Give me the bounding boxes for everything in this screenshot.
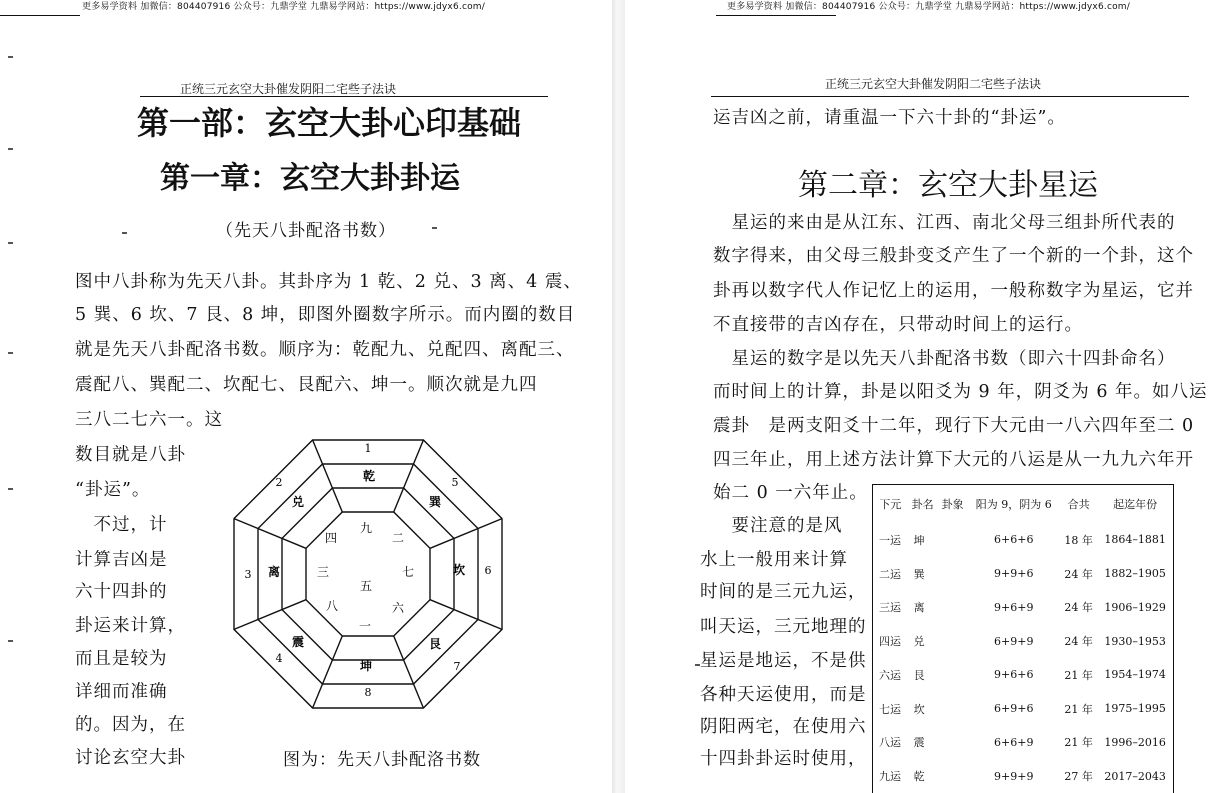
table-cell: 八运 — [879, 736, 901, 750]
header-rule — [711, 96, 1189, 97]
table-cell — [938, 624, 968, 658]
table-cell: 四运 — [879, 635, 901, 649]
outer-number: 8 — [364, 686, 372, 699]
table-header: 阳为 9，阴为 6 — [975, 498, 1052, 511]
side-line: 讨论玄空大卦 — [75, 748, 186, 768]
trigram-label: 艮 — [428, 637, 442, 651]
table-cell: 27 年 — [1064, 770, 1093, 784]
table-cell — [938, 759, 968, 793]
trigram-label: 坎 — [452, 563, 466, 577]
table-cell: 6+6+6 — [994, 533, 1034, 547]
table-cell: 七运 — [879, 702, 901, 716]
trigram-label: 离 — [267, 565, 281, 579]
table-cell: 一运 — [879, 533, 901, 547]
side-line: “卦运”。 — [75, 480, 151, 500]
table-cell — [938, 523, 968, 557]
body-line: 运吉凶之前，请重温一下六十卦的“卦运”。 — [713, 108, 1066, 128]
body-line: 图中八卦称为先天八卦。其卦序为 1 乾、2 兑、3 离、4 震、 — [75, 272, 582, 292]
trigram-label: 兑 — [291, 495, 305, 509]
top-rule — [716, 15, 836, 16]
body-line: 不直接带的吉凶存在，只带动时间上的运行。 — [713, 315, 1083, 335]
table-row — [873, 658, 1174, 692]
table-cell — [938, 692, 968, 726]
table-cell: 24 年 — [1064, 601, 1093, 615]
side-line: 的。因为，在 — [75, 715, 186, 735]
table-cell: 离 — [913, 601, 925, 615]
trigram-label: 乾 — [362, 469, 376, 483]
luoshu-number: 三 — [316, 565, 330, 579]
table-cell: 21 年 — [1064, 702, 1093, 716]
luoshu-number: 一 — [358, 619, 372, 633]
table-row — [873, 557, 1174, 591]
side-line: 各种天运使用，而是 — [700, 685, 867, 705]
outer-number: 6 — [484, 564, 492, 577]
side-line: 十四卦卦运时使用， — [700, 749, 867, 769]
table-cell: 1882–1905 — [1104, 567, 1166, 581]
scan-mark — [8, 640, 13, 642]
part-title: 第一部：玄空大卦心印基础 — [137, 104, 522, 142]
table-cell — [938, 725, 968, 759]
table-cell: 6+9+9 — [994, 634, 1034, 648]
table-cell: 九运 — [879, 770, 901, 784]
side-line: 六十四卦的 — [75, 582, 168, 602]
table-row — [873, 725, 1174, 759]
table-cell: 巽 — [913, 567, 925, 581]
scan-mark — [8, 488, 13, 490]
table-cell: 6+6+9 — [994, 735, 1034, 749]
table-cell: 1975–1995 — [1104, 702, 1166, 716]
outer-number: 7 — [453, 660, 461, 673]
body-line: 5 巽、6 坎、7 艮、8 坤，即图外圈数字所示。而内圈的数目 — [75, 305, 576, 325]
right-page — [625, 0, 1218, 793]
header-rule — [140, 96, 548, 97]
table-cell: 震 — [913, 736, 925, 750]
table-cell: 三运 — [879, 601, 901, 615]
table-header: 卦名 — [911, 498, 934, 511]
table-row — [873, 624, 1174, 658]
side-line: 数目就是八卦 — [75, 445, 186, 465]
side-line: 星运是地运，不是供 — [700, 651, 867, 671]
table-header: 下元 — [879, 498, 902, 511]
subtitle: （先天八卦配洛书数） — [216, 221, 396, 241]
side-line: 水上一般用来计算 — [700, 550, 848, 570]
table-row — [873, 759, 1174, 793]
trigram-label: 巽 — [428, 495, 442, 509]
table-cell: 乾 — [913, 770, 925, 784]
outer-number: 4 — [275, 652, 283, 665]
table-cell: 6+9+6 — [994, 702, 1034, 716]
table-cell: 六运 — [879, 668, 901, 682]
table-header: 卦象 — [941, 498, 964, 511]
trigram-label: 坤 — [359, 659, 373, 673]
page-header: 正统三元玄空大卦催发阴阳二宅些子法诀 — [180, 82, 397, 96]
figure-caption: 图为：先天八卦配洛书数 — [283, 750, 481, 770]
top-rule — [0, 15, 80, 16]
body-line: 数字得来，由父母三般卦变爻产生了一个新的一个卦，这个 — [713, 246, 1194, 266]
table-cell — [938, 658, 968, 692]
body-line: 星运的来由是从江东、江西、南北父母三组卦所代表的 — [713, 213, 1176, 233]
table-cell — [938, 557, 968, 591]
chapter-title: 第二章：玄空大卦星运 — [798, 168, 1098, 203]
table-cell: 24 年 — [1064, 635, 1093, 649]
body-line: 四三年止，用上述方法计算下大元的八运是从一九九六年开 — [713, 450, 1194, 470]
side-line: 阴阳两宅，在使用六 — [700, 717, 867, 737]
luoshu-number: 四 — [324, 531, 338, 545]
luoshu-number: 七 — [401, 565, 415, 579]
body-line: 星运的数字是以先天八卦配洛书数（即六十四卦命名） — [713, 349, 1176, 369]
body-line: 震卦 是两支阳爻十二年，现行下大元由一八六四年至二 0 — [713, 416, 1195, 436]
watermark-text: 更多易学资料 加微信：804407916 公众号：九鼎学堂 九鼎易学网站：https://www.jdyx6.com/ — [82, 2, 486, 12]
side-line: 叫天运，三元地理的 — [700, 617, 867, 637]
body-line: 震配八、巽配二、坎配七、艮配六、坤一。顺次就是九四 — [75, 375, 538, 395]
table-cell — [938, 590, 968, 624]
outer-number: 1 — [364, 442, 372, 455]
scan-mark — [8, 56, 13, 58]
page-gutter — [612, 0, 625, 793]
table-cell: 9+6+9 — [994, 600, 1034, 614]
side-line: 详细而准确 — [75, 682, 168, 702]
table-cell: 21 年 — [1064, 736, 1093, 750]
table-row — [873, 590, 1174, 624]
trigram-label: 震 — [291, 635, 305, 649]
table-row — [873, 692, 1174, 726]
luoshu-number: 九 — [359, 521, 373, 535]
scan-mark — [122, 232, 127, 234]
table-cell: 坤 — [913, 533, 925, 547]
side-line: 时间的是三元九运， — [700, 582, 867, 602]
scan-mark — [695, 664, 700, 666]
scan-mark — [432, 227, 437, 229]
table-cell: 9+9+6 — [994, 567, 1034, 581]
table-cell: 18 年 — [1064, 533, 1093, 547]
table-cell: 1864–1881 — [1104, 533, 1166, 547]
body-line: 卦再以数字代人作记忆上的运用，一般称数字为星运，它并 — [713, 281, 1194, 301]
star-yun-table — [872, 484, 1174, 793]
scan-mark — [8, 352, 13, 354]
table-cell: 1906–1929 — [1104, 600, 1166, 614]
table-cell: 21 年 — [1064, 668, 1093, 682]
body-line: 三八二七六一。这 — [75, 410, 223, 430]
side-line: 卦运来计算， — [75, 616, 186, 636]
body-line: 就是先天八卦配洛书数。顺序为：乾配九、兑配四、离配三、 — [75, 340, 575, 360]
table-header-row — [873, 485, 1174, 524]
table-cell: 二运 — [879, 567, 901, 581]
page-header: 正统三元玄空大卦催发阴阳二宅些子法诀 — [825, 77, 1042, 91]
side-line: 而且是较为 — [75, 649, 168, 669]
luoshu-number: 六 — [391, 601, 405, 615]
chapter-title: 第一章：玄空大卦卦运 — [160, 161, 460, 196]
body-line: 而时间上的计算，卦是以阳爻为 9 年，阴爻为 6 年。如八运 — [713, 382, 1208, 402]
outer-number: 3 — [244, 568, 252, 581]
table-cell: 24 年 — [1064, 567, 1093, 581]
side-line: 不过，计 — [75, 515, 168, 535]
table-cell: 1954–1974 — [1104, 668, 1166, 682]
scan-mark — [8, 148, 13, 150]
watermark-text: 更多易学资料 加微信：804407916 公众号：九鼎学堂 九鼎易学网站：https://www.jdyx6.com/ — [727, 2, 1131, 12]
outer-number: 5 — [451, 476, 459, 489]
bagua-octagon-figure — [232, 438, 504, 710]
table-cell: 1930–1953 — [1104, 634, 1166, 648]
luoshu-number: 二 — [391, 531, 405, 545]
side-line: 计算吉凶是 — [75, 550, 168, 570]
scan-mark — [8, 242, 13, 244]
table-cell: 1996–2016 — [1104, 735, 1166, 749]
body-line: 始二 0 一六年止。 — [713, 483, 868, 503]
luoshu-center: 五 — [359, 579, 373, 593]
table-header: 合共 — [1067, 498, 1090, 511]
table-cell: 2017–2043 — [1104, 769, 1166, 783]
side-line: 要注意的是风 — [713, 516, 843, 536]
table-row — [873, 523, 1174, 557]
outer-number: 2 — [275, 476, 283, 489]
table-cell: 9+9+9 — [994, 769, 1034, 783]
table-cell: 兑 — [913, 635, 925, 649]
table-cell: 艮 — [913, 668, 925, 682]
table-header: 起迄年份 — [1113, 498, 1158, 511]
table-cell: 9+6+6 — [994, 668, 1034, 682]
table-cell: 坎 — [913, 702, 925, 716]
luoshu-number: 八 — [325, 599, 339, 613]
